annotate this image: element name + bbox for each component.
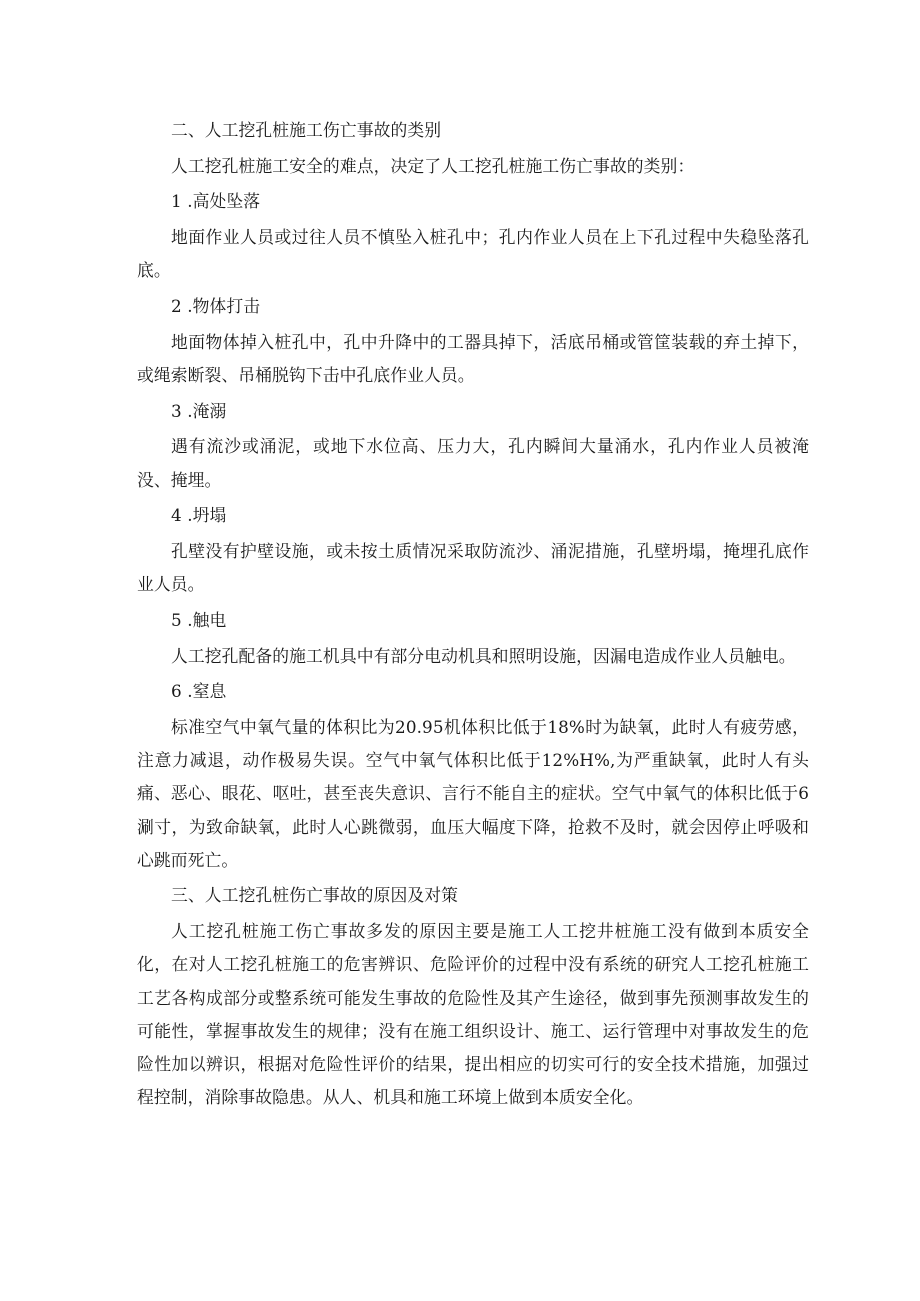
item-text-drowning: 遇有流沙或涌泥，或地下水位高、压力大，孔内瞬间大量涌水，孔内作业人员被淹没、掩埋。 — [137, 436, 809, 490]
item-title-collapse: 4 .坍塌 — [171, 505, 227, 526]
document-page — [137, 114, 809, 1114]
item-title-drowning: 3 .淹溺 — [171, 400, 227, 421]
item-text-electric: 人工挖孔配备的施工机具中有部分电动机具和照明设施，因漏电造成作业人员触电。 — [171, 645, 796, 666]
item-text-suffocation: 标准空气中氧气量的体积比为20.95机体积比低于18%时为缺氧，此时人有疲劳感，注意力减退，动作极易失误。空气中氧气体积比低于12%H%,为严重缺氧，此时人有头痛、恶心、眼花、呕吐，甚至丧失意识、言行不能自主的症状。空气中氧气的体积比低于6涮寸，为致命缺氧，此时人心跳微弱，血压大幅度下降，抢救不及时，就会因停止呼吸和心跳而死亡。 — [137, 716, 809, 870]
section-heading-3: 三、人工挖孔桩伤亡事故的原因及对策 — [171, 885, 458, 906]
item-text-fall: 地面作业人员或过往人员不慎坠入桩孔中；孔内作业人员在上下孔过程中失稳坠落孔底。 — [137, 227, 809, 281]
item-text-collapse: 孔壁没有护壁设施，或未按土质情况采取防流沙、涌泥措施，孔壁坍塌，掩埋孔底作业人员。 — [137, 540, 809, 595]
section-3-text: 人工挖孔桩施工伤亡事故多发的原因主要是施工人工挖井桩施工没有做到本质安全化，在对人工挖孔桩施工的危害辨识、危险评价的过程中没有系统的研究人工挖孔桩施工工艺各构成部分或整系统可能发生事故的危险性及其产生途径，做到事先预测事故发生的可能性，掌握事故发生的规律；没有在施工组织设计、施工、运行管理中对事故发生的危险性加以辨识，根据对危险性评价的结果，提出相应的切实可行的安全技术措施，加强过程控制，消除事故隐患。从人、机具和施工环境上做到本质安全化。 — [137, 921, 809, 1108]
section-heading-2: 二、人工挖孔桩施工伤亡事故的类别 — [171, 120, 442, 140]
section-intro: 人工挖孔桩施工安全的难点，决定了人工挖孔桩施工伤亡事故的类别： — [171, 155, 695, 176]
item-title-electric: 5 .触电 — [171, 609, 227, 630]
item-text-strike: 地面物体掉入桩孔中，孔中升降中的工器具掉下，活底吊桶或管筐装载的弃土掉下，或绳索断裂、吊桶脱钩下击中孔底作业人员。 — [137, 331, 809, 385]
item-title-strike: 2 .物体打击 — [171, 296, 261, 317]
item-title-suffocation: 6 .窒息 — [171, 681, 227, 702]
item-title-fall: 1 .高处坠落 — [171, 191, 261, 212]
